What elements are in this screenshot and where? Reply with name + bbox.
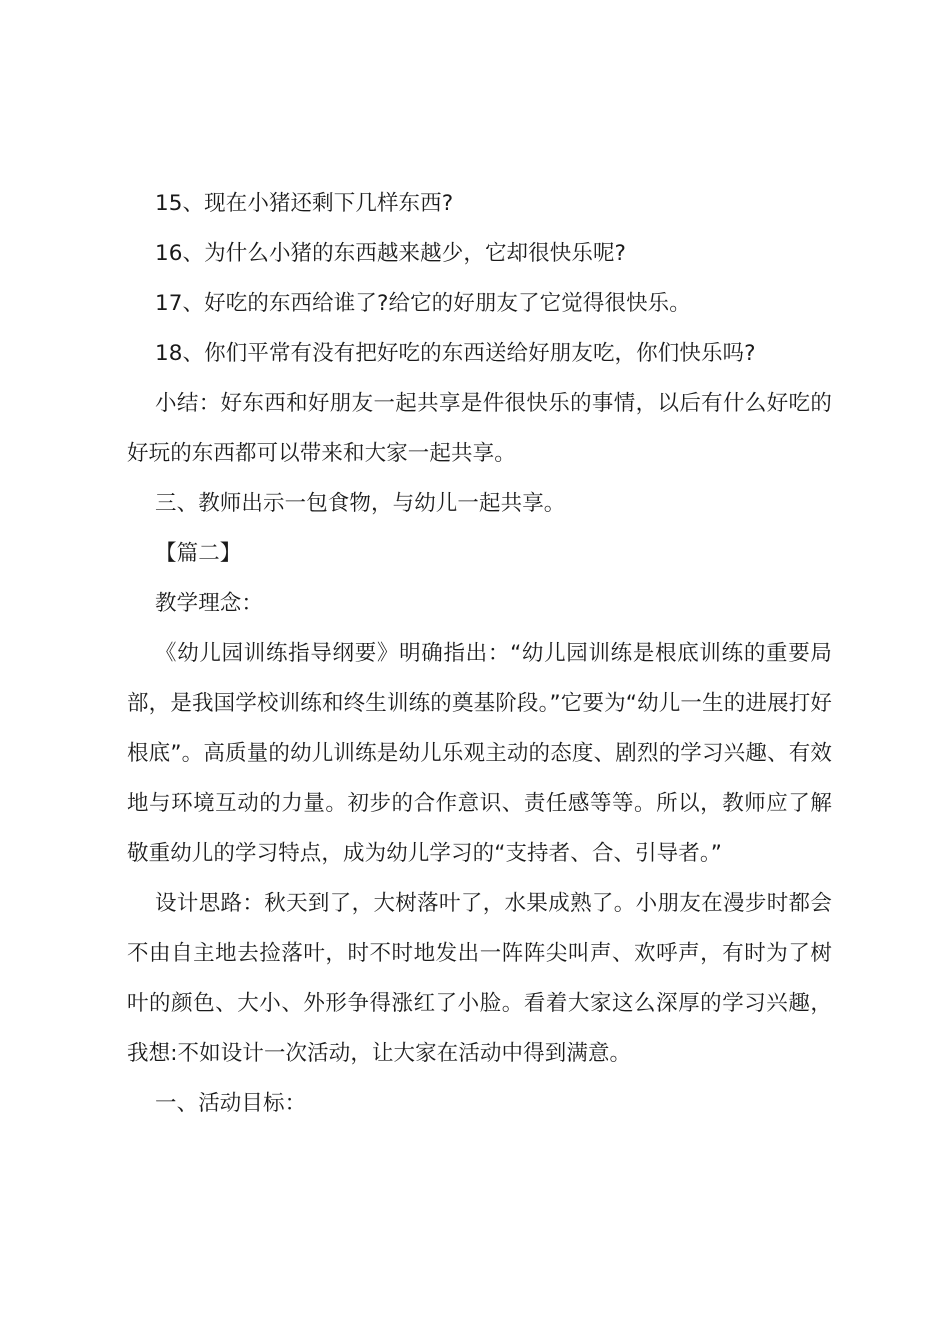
heading-activity-goals: 一、活动目标：: [155, 1091, 307, 1116]
paragraph-question-18: 18、你们平常有没有把好吃的东西送给好朋友吃，你们快乐吗?: [155, 341, 756, 366]
paragraph-teaching-philosophy: 《幼儿园训练指导纲要》明确指出：“幼儿园训练是根底训练的重要局部，是我国学校训练和终生训练的奠基阶段。”它要为“幼儿一生的进展打好根底”。高质量的幼儿训练是幼儿乐观主动的态度、剧烈的学习兴趣、有效地与环境互动的力量。初步的合作意识、责任感等等。所以，教师应了解敬重幼儿的学习特点，成为幼儿学习的“支持者、合、引导者。”: [127, 641, 832, 866]
paragraph-question-16: 16、为什么小猪的东西越来越少，它却很快乐呢?: [155, 241, 627, 266]
paragraph-step-three: 三、教师出示一包食物，与幼儿一起共享。: [155, 491, 566, 516]
paragraph-design-idea: 设计思路：秋天到了，大树落叶了，水果成熟了。小朋友在漫步时都会不由自主地去捡落叶，时不时地发出一阵阵尖叫声、欢呼声，有时为了树叶的颜色、大小、外形争得涨红了小脸。看着大家这么深厚的学习兴趣，我想:不如设计一次活动，让大家在活动中得到满意。: [127, 891, 832, 1066]
paragraph-summary: 小结：好东西和好朋友一起共享是件很快乐的事情，以后有什么好吃的好玩的东西都可以带来和大家一起共享。: [127, 391, 832, 466]
paragraph-question-15: 15、现在小猪还剩下几样东西?: [155, 191, 454, 216]
heading-teaching-philosophy: 教学理念：: [155, 591, 264, 616]
section-heading-part-two: 【篇二】: [155, 541, 242, 566]
paragraph-question-17: 17、好吃的东西给谁了?给它的好朋友了它觉得很快乐。: [155, 291, 691, 316]
document-body: [127, 179, 832, 1129]
